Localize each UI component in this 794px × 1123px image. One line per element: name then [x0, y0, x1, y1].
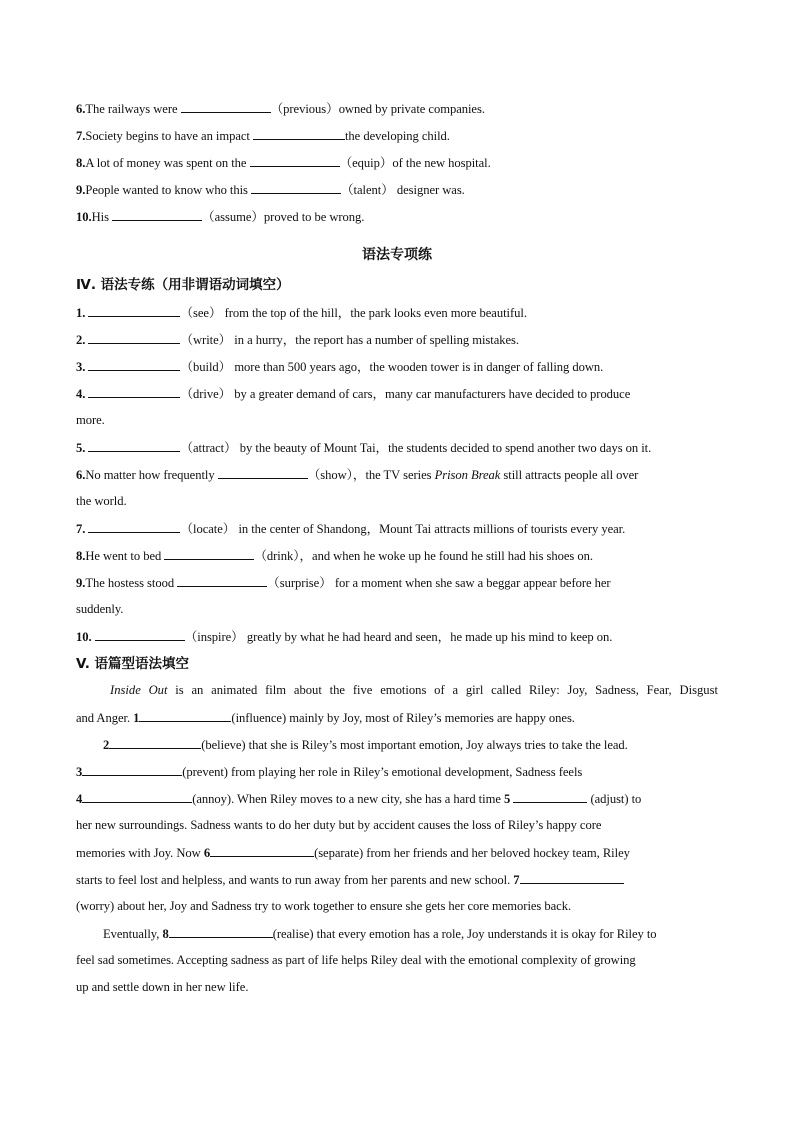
passage-line-5: 4 (annoy). When Riley moves to a new city, she has a hard time 5 (adjust) to — [76, 792, 642, 806]
passage-line-7: memories with Joy. Now 6 (separate) from her friends and her beloved hockey team, Riley — [76, 846, 630, 860]
grammar-item-1: 1. （see） from the top of the hill，the park looks even more beautiful. — [76, 306, 527, 320]
grammar-item-4-continued: more. — [76, 413, 105, 427]
answer-blank[interactable] — [253, 127, 345, 140]
exercise-item-10: 10.His （assume）proved to be wrong. — [76, 210, 365, 224]
passage-line-8: starts to feel lost and helpless, and wants to run away from her parents and new school. 7 — [76, 871, 624, 889]
grammar-item-9: 9.The hostess stood （surprise） for a moment when she saw a beggar appear before her — [76, 576, 611, 590]
answer-blank[interactable] — [218, 466, 308, 479]
passage-line-4: 3 (prevent) from playing her role in Riley’s emotional development, Sadness feels — [76, 765, 583, 779]
answer-blank[interactable] — [88, 331, 180, 344]
section4-heading: Ⅳ. 语法专练（用非谓语动词填空） — [76, 277, 290, 293]
grammar-item-7: 7. （locate） in the center of Shandong，Mount Tai attracts millions of tourists every year. — [76, 522, 626, 536]
grammar-item-4: 4. （drive） by a greater demand of cars，many car manufacturers have decided to produce — [76, 387, 631, 401]
passage-line-2: and Anger. 1 (influence) mainly by Joy, most of Riley’s memories are happy ones. — [76, 711, 575, 725]
answer-blank-5[interactable] — [513, 790, 587, 803]
grammar-item-2: 2. （write） in a hurry，the report has a number of spelling mistakes. — [76, 333, 519, 347]
answer-blank-6[interactable] — [210, 844, 314, 857]
answer-blank[interactable] — [164, 547, 254, 560]
section5-heading: V. 语篇型语法填空 — [76, 656, 190, 672]
answer-blank[interactable] — [250, 154, 340, 167]
passage-line-12: up and settle down in her new life. — [76, 980, 249, 994]
answer-blank-4[interactable] — [82, 790, 192, 803]
grammar-item-10: 10. （inspire） greatly by what he had heard and seen，he made up his mind to keep on. — [76, 630, 613, 644]
exercise-item-9: 9.People wanted to know who this （talent） designer was. — [76, 183, 465, 197]
exercise-item-8: 8.A lot of money was spent on the （equip）of the new hospital. — [76, 156, 491, 170]
passage-line-9: (worry) about her, Joy and Sadness try to work together to ensure she gets her core memories back. — [76, 899, 572, 913]
answer-blank-7[interactable] — [520, 871, 624, 884]
answer-blank[interactable] — [181, 100, 271, 113]
grammar-item-6: 6.No matter how frequently （show），the TV series Prison Break still attracts people all over — [76, 468, 639, 482]
answer-blank-2[interactable] — [109, 736, 201, 749]
answer-blank[interactable] — [112, 208, 202, 221]
answer-blank[interactable] — [88, 439, 180, 452]
passage-line-11: feel sad sometimes. Accepting sadness as part of life helps Riley deal with the emotional complexity of growing — [76, 953, 636, 967]
answer-blank[interactable] — [88, 385, 180, 398]
grammar-item-9-continued: suddenly. — [76, 602, 124, 616]
answer-blank[interactable] — [177, 574, 267, 587]
exercise-item-6: 6.The railways were （previous）owned by private companies. — [76, 102, 485, 116]
answer-blank[interactable] — [88, 304, 180, 317]
grammar-item-8: 8.He went to bed （drink），and when he woke up he found he still had his shoes on. — [76, 549, 593, 563]
answer-blank-3[interactable] — [82, 763, 182, 776]
section-title: 语法专项练 — [362, 247, 432, 263]
exercise-item-7: 7.Society begins to have an impact the developing child. — [76, 129, 450, 143]
grammar-item-3: 3. （build） more than 500 years ago，the wooden tower is in danger of falling down. — [76, 360, 604, 374]
passage-line-10: Eventually, 8 (realise) that every emotion has a role, Joy understands it is okay for Riley to — [103, 927, 657, 941]
grammar-item-5: 5. （attract） by the beauty of Mount Tai，the students decided to spend another two days on it. — [76, 441, 652, 455]
answer-blank[interactable] — [251, 181, 341, 194]
answer-blank-8[interactable] — [169, 925, 273, 938]
answer-blank[interactable] — [95, 628, 185, 641]
answer-blank[interactable] — [88, 358, 180, 371]
passage-line-1: Inside Out is an animated film about the five emotions of a girl called Riley: Joy, Sadness, Fear, Disgust — [110, 683, 718, 697]
passage-line-6: her new surroundings. Sadness wants to do her duty but by accident causes the loss of Riley’s happy core — [76, 818, 602, 832]
passage-line-3: 2 (believe) that she is Riley’s most important emotion, Joy always tries to take the lead. — [103, 738, 628, 752]
answer-blank-1[interactable] — [139, 709, 231, 722]
answer-blank[interactable] — [88, 520, 180, 533]
grammar-item-6-continued: the world. — [76, 494, 127, 508]
